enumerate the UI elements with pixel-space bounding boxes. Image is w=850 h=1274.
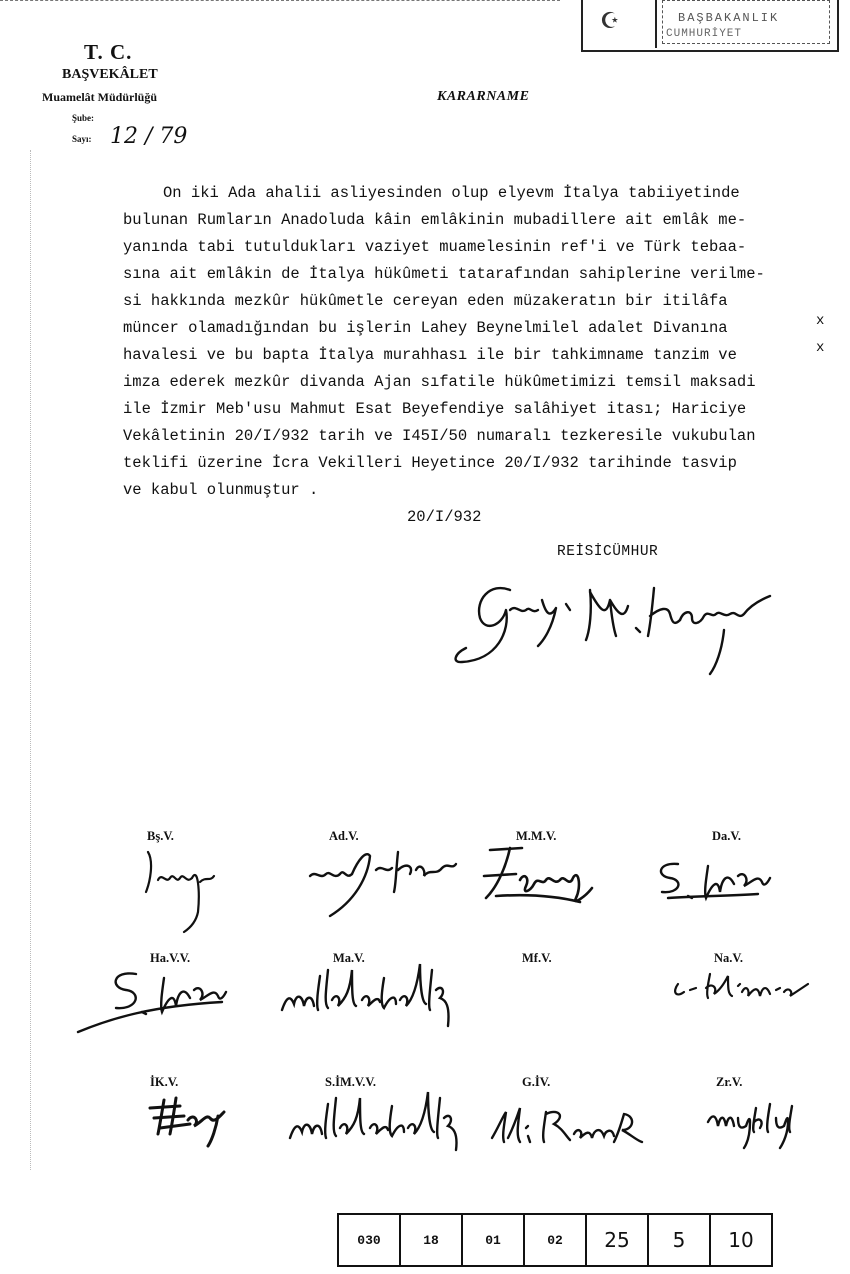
tc-heading: T. C. <box>84 40 133 64</box>
signature-ad <box>296 840 476 920</box>
body-line: Vekâletinin 20/I/932 tarih ve I45I/50 numaralı tezkeresile vukubulan <box>123 427 756 445</box>
minister-label-mm: M.M.V. <box>516 829 557 843</box>
archive-code-table <box>337 1213 773 1267</box>
archive-code-cell: 10 <box>709 1215 771 1265</box>
margin-mark-2: x <box>816 340 825 356</box>
left-edge-shadow <box>30 150 31 1170</box>
signature-da <box>648 852 778 912</box>
minister-label-bs: Bş.V. <box>147 829 174 843</box>
reisicumhur-label: REİSİCÜMHUR <box>557 544 659 560</box>
archive-code-cell: 5 <box>647 1215 709 1265</box>
minister-label-ik: İK.V. <box>150 1075 179 1089</box>
signature-zr <box>700 1092 810 1152</box>
signature-ha <box>72 962 232 1042</box>
stamp-divider <box>655 0 657 48</box>
signature-ma <box>272 950 472 1030</box>
sube-label: Şube: <box>72 113 95 123</box>
archive-code-cell: 18 <box>399 1215 461 1265</box>
minister-label-gi: G.İV. <box>522 1075 551 1089</box>
sayi-number: 12 / 79 <box>110 124 188 149</box>
decree-date: 20/I/932 <box>407 508 482 526</box>
body-line: ile İzmir Meb'usu Mahmut Esat Beyefendiye salâhiyet itası; Hariciye <box>123 400 747 418</box>
president-signature <box>440 570 800 680</box>
archive-code-cell: 25 <box>585 1215 647 1265</box>
minister-label-ha: Ha.V.V. <box>150 951 191 965</box>
body-line: sına ait emlâkin de İtalya hükûmeti tatarafından sahiplerine verilme- <box>123 265 765 283</box>
body-line: havalesi ve bu bapta İtalya murahhası ile bir tahkimname tanzim ve <box>123 346 737 364</box>
body-line: bulunan Rumların Anadoluda kâin emlâkinin mubadillere ait emlâk me- <box>123 211 747 229</box>
muamelat-heading: Muamelât Müdürlüğü <box>42 90 158 104</box>
minister-label-na: Na.V. <box>714 951 743 965</box>
signature-ik <box>140 1088 240 1148</box>
archive-code-cell: 02 <box>523 1215 585 1265</box>
signature-gi <box>484 1098 664 1158</box>
minister-label-zr: Zr.V. <box>716 1075 743 1089</box>
minister-label-da: Da.V. <box>712 829 741 843</box>
body-line: On iki Ada ahalii asliyesinden olup elyevm İtalya tabiiyetinde <box>163 184 740 202</box>
signature-mm <box>476 836 606 916</box>
crescent-star-icon: ☪ <box>600 8 620 33</box>
minister-label-ma: Ma.V. <box>333 951 365 965</box>
archive-code-cell: 030 <box>357 1232 381 1248</box>
margin-mark-1: x <box>816 313 825 329</box>
body-line: müncer olamadığından bu işlerin Lahey Beynelmilel adalet Divanına <box>123 319 728 337</box>
minister-label-mf: Mf.V. <box>522 951 552 965</box>
stamp-line-2: CUMHURİYET <box>666 28 743 40</box>
basvekalet-heading: BAŞVEKÂLET <box>62 67 158 82</box>
archive-code-cell: 01 <box>461 1215 523 1265</box>
signature-na <box>666 962 826 1012</box>
document-title: KARARNAME <box>437 89 530 104</box>
body-line: yanında tabi tutuldukları vaziyet muamelesinin ref'i ve Türk tebaa- <box>123 238 747 256</box>
signature-bs <box>140 842 220 937</box>
body-line: si hakkında mezkûr hükûmetle cereyan eden müzakeratın bir itilâfa <box>123 292 728 310</box>
top-edge-marks <box>0 0 560 5</box>
body-line: ve kabul olunmuştur . <box>123 481 319 499</box>
body-line: teklifi üzerine İcra Vekilleri Heyetince 20/I/932 tarihinde tasvip <box>123 454 737 472</box>
minister-label-sim: S.İM.V.V. <box>325 1075 376 1089</box>
signature-sim <box>284 1074 474 1154</box>
sayi-label: Sayı: <box>72 134 92 144</box>
stamp-line-1: BAŞBAKANLIK <box>678 11 780 25</box>
minister-label-ad: Ad.V. <box>329 829 359 843</box>
body-line: imza ederek mezkûr divanda Ajan sıfatile hükûmetimizi temsil maksadi <box>123 373 756 391</box>
